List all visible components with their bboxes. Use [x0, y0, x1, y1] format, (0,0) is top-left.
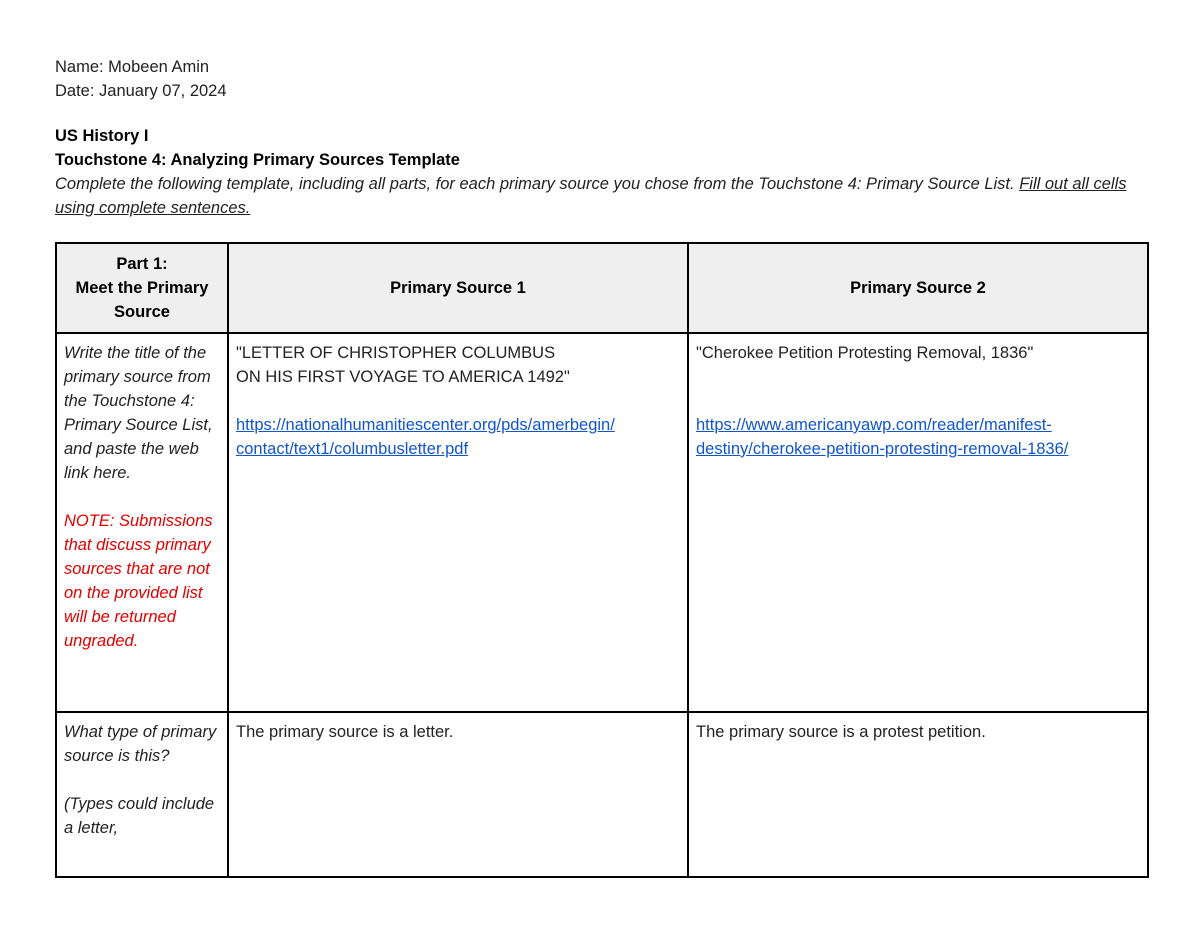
- part-label-line2: Meet the Primary Source: [75, 279, 209, 321]
- source1-answer-cell[interactable]: [228, 712, 688, 877]
- part-label-line1: Part 1:: [116, 255, 168, 273]
- source2-link-line1[interactable]: https://www.americanyawp.com/reader/manifest-: [696, 416, 1052, 434]
- instructions: [55, 172, 1147, 220]
- source2-answer: The primary source is a protest petition.: [696, 723, 986, 741]
- source2-title: "Cherokee Petition Protesting Removal, 1836": [696, 344, 1034, 362]
- question-cell: [56, 333, 228, 712]
- part-label-header: [56, 243, 228, 333]
- student-name: Name: Mobeen Amin: [55, 58, 210, 76]
- analysis-template-table: [55, 242, 1149, 878]
- note-text: NOTE: Submissions that discuss primary sources that are not on the provided list will be returned ungraded.: [64, 512, 213, 650]
- question-text: Write the title of the primary source from the Touchstone 4: Primary Source List, and paste the web link here.: [64, 344, 213, 482]
- table-row: [56, 712, 1148, 877]
- instructions-text: Complete the following template, including all parts, for each primary source you chose from the Touchstone 4: Primary Source List.: [55, 175, 1015, 193]
- source1-answer: The primary source is a letter.: [236, 723, 454, 741]
- question-cell: [56, 712, 228, 877]
- assignment-title: Touchstone 4: Analyzing Primary Sources Template: [55, 151, 460, 169]
- source1-title-line2: ON HIS FIRST VOYAGE TO AMERICA 1492": [236, 368, 570, 386]
- source1-header: Primary Source 1: [228, 243, 688, 333]
- source1-link-line1[interactable]: https://nationalhumanitiescenter.org/pds/amerbegin/: [236, 416, 615, 434]
- source1-title-line1: "LETTER OF CHRISTOPHER COLUMBUS: [236, 344, 556, 362]
- submission-date: Date: January 07, 2024: [55, 82, 227, 100]
- source1-link-line2[interactable]: contact/text1/columbusletter.pdf: [236, 440, 469, 458]
- instructions-underlined: Fill out all cells using complete sentences.: [55, 175, 1127, 217]
- course-title: US History I: [55, 127, 149, 145]
- source2-header: Primary Source 2: [688, 243, 1148, 333]
- source2-link-line2[interactable]: destiny/cherokee-petition-protesting-removal-1836/: [696, 440, 1069, 458]
- source2-answer-cell[interactable]: [688, 712, 1148, 877]
- source1-answer-cell[interactable]: [228, 333, 688, 712]
- table-header-row: [56, 243, 1148, 333]
- question-text: What type of primary source is this?: [64, 723, 217, 765]
- question-hint: (Types could include a letter,: [64, 795, 215, 837]
- source2-answer-cell[interactable]: [688, 333, 1148, 712]
- document-page: [55, 55, 1147, 220]
- table-row: [56, 333, 1148, 712]
